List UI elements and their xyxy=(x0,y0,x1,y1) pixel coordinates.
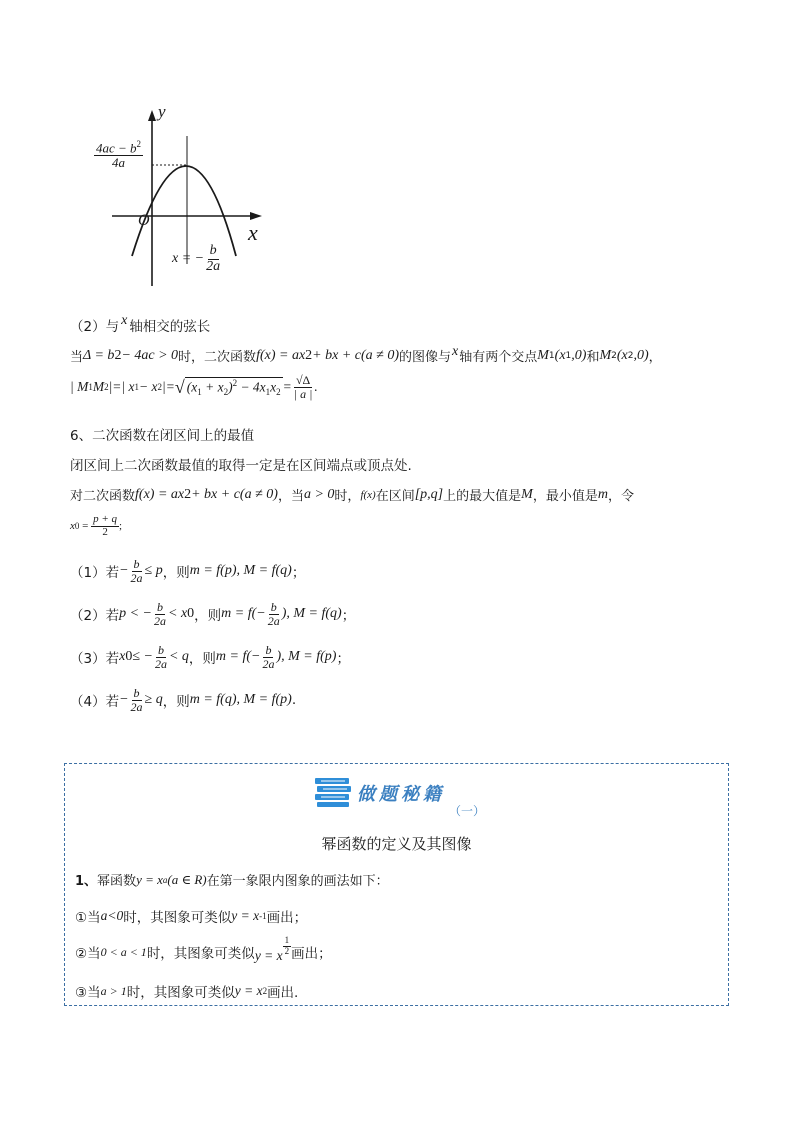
tips-item-2: ①当 a<0 时，其图象可类似 y = x -1 画出； xyxy=(75,908,308,926)
vertex-y-sup: 2 xyxy=(136,139,142,149)
chord-heading: （2）与 x 轴相交的弦长 xyxy=(70,313,211,335)
section6-line3: 对二次函数 f(x) = ax 2 + bx + c(a ≠ 0) ，当 a > 0 时， f(x) 在区间 [p,q] 上的最大值是 M ，最小值是 m ，令 xyxy=(70,486,634,504)
x-axis-label: x xyxy=(248,220,258,245)
y-axis-arrow xyxy=(148,110,156,121)
axis-eq-den: 2a xyxy=(206,258,221,274)
chord-line-2: | M 1 M 2 |=| x 1 − x 2 |= √ $(x_1 + x_2)^2 - 4x_1x_2$ = $\frac{√\Delta}{| a |}$ . xyxy=(70,373,318,401)
vertex-y-label xyxy=(94,140,143,170)
tips-item-1: 1、 幂函数 y = x a (a ∈ R) 在第一象限内图象的画法如下： xyxy=(75,871,389,889)
case-1: （1）若 − $\frac{b}{2a}$ ≤ p ，则 m = f(p), M = f(q) ； xyxy=(70,557,306,585)
symmetry-axis-label xyxy=(172,244,222,274)
case-4: （4）若 − $\frac{b}{2a}$ ≥ q ，则 m = f(q), M = f(p) . xyxy=(70,686,297,714)
axis-eq-prefix: x = − xyxy=(172,251,205,267)
section-title: 幂函数的定义及其图像 xyxy=(321,835,472,853)
books-icon xyxy=(313,774,353,808)
origin-label: O xyxy=(138,212,150,229)
x-axis-arrow xyxy=(250,212,262,220)
case-3: （3）若 x 0 ≤ − $\frac{b}{2a}$ < q ，则 m = f(− $\frac{b}{2a}$ ), M = f(p) ； xyxy=(70,643,350,671)
parabola-curve xyxy=(132,166,236,256)
y-axis-label: y xyxy=(158,102,166,121)
tips-subtitle: （一） xyxy=(449,804,486,818)
tips-item-3: ②当 0 < a < 1 时，其图象可类似 y = x $\frac{1}{2}$ 画出； xyxy=(75,935,332,963)
vertex-y-num: 4ac − b xyxy=(96,140,137,156)
parabola-graph xyxy=(88,104,278,298)
tips-box xyxy=(64,763,729,1006)
chord-line-1: 当 Δ = b 2 − 4ac > 0 时，二次函数 f(x) = ax 2 + bx + c(a ≠ 0) 的图像与 x 轴有两个交点 M 1 (x 1 ,0) 和 M 2 (x 2 ,0) ， xyxy=(70,343,662,365)
tips-title: 做题秘籍 xyxy=(357,784,445,805)
axis-eq-num: b xyxy=(209,243,217,258)
vertex-y-den: 4a xyxy=(112,154,126,170)
case-2: （2）若 p < − $\frac{b}{2a}$ < x 0 ，则 m = f(− $\frac{b}{2a}$ ), M = f(q) ； xyxy=(70,600,356,628)
sqrt-body: $(x_1 + x_2)^2 - 4x_1x_2$ xyxy=(186,378,281,398)
tips-item-4: ③当 a > 1 时，其图象可类似 y = x 2 画出. xyxy=(75,983,299,1001)
section6-title: 6、二次函数在闭区间上的最值 xyxy=(70,428,255,444)
x0-definition: x 0 = $\frac{p + q}{2}$ ; xyxy=(70,513,123,538)
section6-intro: 闭区间上二次函数最值的取得一定是在区间端点或顶点处. xyxy=(70,458,412,474)
